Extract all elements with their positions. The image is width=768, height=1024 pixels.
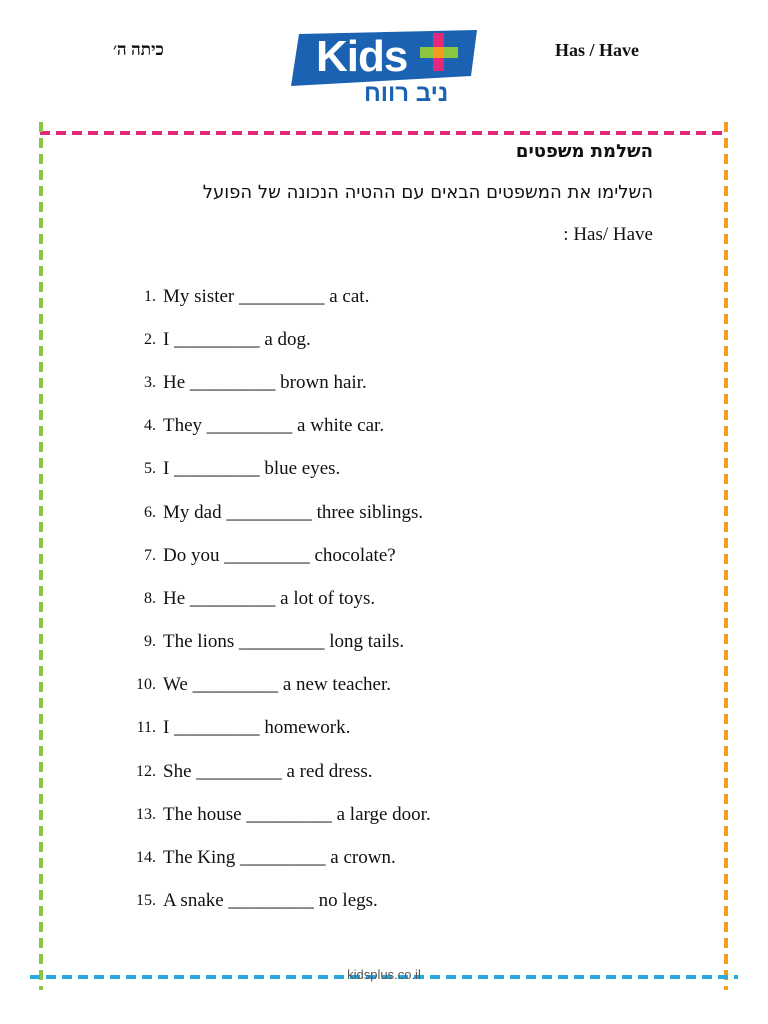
exercise-number: 9. bbox=[144, 633, 156, 651]
worksheet-title: השלמת משפטים bbox=[515, 141, 653, 162]
exercise-sentence: A snake _________ no legs. bbox=[163, 890, 378, 912]
exercise-number: 8. bbox=[144, 589, 156, 607]
exercise-sentence: The King _________ a crown. bbox=[163, 847, 396, 869]
exercise-number: 6. bbox=[144, 503, 156, 521]
exercise-number: 2. bbox=[144, 330, 156, 348]
exercise-sentence: He _________ brown hair. bbox=[163, 371, 367, 393]
exercise-number: 1. bbox=[144, 287, 156, 305]
exercise-sentence: The lions _________ long tails. bbox=[163, 631, 405, 653]
exercise-item bbox=[120, 621, 431, 664]
grade-label: כיתה ה׳ bbox=[113, 40, 164, 59]
exercise-number: 3. bbox=[144, 373, 156, 391]
exercise-item bbox=[120, 836, 431, 879]
exercise-item bbox=[120, 750, 431, 793]
exercise-item bbox=[120, 491, 431, 534]
exercise-number: 10. bbox=[136, 676, 156, 694]
exercise-item bbox=[120, 448, 431, 491]
exercise-sentence: I _________ a dog. bbox=[163, 328, 311, 350]
exercise-sentence: He _________ a lot of toys. bbox=[163, 587, 376, 609]
footer-site-link[interactable]: kidsplus.co.il bbox=[347, 967, 421, 982]
exercise-sentence: I _________ blue eyes. bbox=[163, 458, 341, 480]
exercise-number: 11. bbox=[136, 719, 156, 737]
worksheet-instruction-verbs: Has/ Have : bbox=[563, 224, 653, 245]
exercise-number: 15. bbox=[136, 892, 156, 910]
exercise-item bbox=[120, 793, 431, 836]
exercise-sentence: Do you _________ chocolate? bbox=[163, 544, 396, 566]
exercise-item bbox=[120, 664, 431, 707]
exercise-sentence: The house _________ a large door. bbox=[163, 803, 431, 825]
exercise-item bbox=[120, 318, 431, 361]
exercise-sentence: My dad _________ three siblings. bbox=[163, 501, 424, 523]
exercise-item bbox=[120, 405, 431, 448]
exercise-number: 7. bbox=[144, 546, 156, 564]
exercise-sentence: She _________ a red dress. bbox=[163, 760, 373, 782]
exercise-number: 13. bbox=[136, 805, 156, 823]
exercise-item bbox=[120, 880, 431, 923]
logo-subtitle: ניב רווח bbox=[364, 80, 449, 107]
exercise-number: 5. bbox=[144, 460, 156, 478]
exercise-sentence: I _________ homework. bbox=[163, 717, 351, 739]
exercise-number: 14. bbox=[136, 849, 156, 867]
exercise-item bbox=[120, 534, 431, 577]
exercise-item bbox=[120, 361, 431, 404]
exercise-number: 4. bbox=[144, 417, 156, 435]
exercise-sentence: We _________ a new teacher. bbox=[163, 674, 391, 696]
exercise-item bbox=[120, 707, 431, 750]
exercise-sentence: My sister _________ a cat. bbox=[163, 285, 370, 307]
exercise-item bbox=[120, 275, 431, 318]
logo-word: Kids bbox=[316, 32, 408, 81]
exercise-list bbox=[120, 275, 431, 923]
exercise-number: 12. bbox=[136, 762, 156, 780]
exercise-item bbox=[120, 577, 431, 620]
topic-label: Has / Have bbox=[555, 40, 639, 60]
worksheet-instruction: השלימו את המשפטים הבאים עם ההטיה הנכונה של הפועל bbox=[202, 182, 653, 203]
exercise-sentence: They _________ a white car. bbox=[163, 415, 385, 437]
